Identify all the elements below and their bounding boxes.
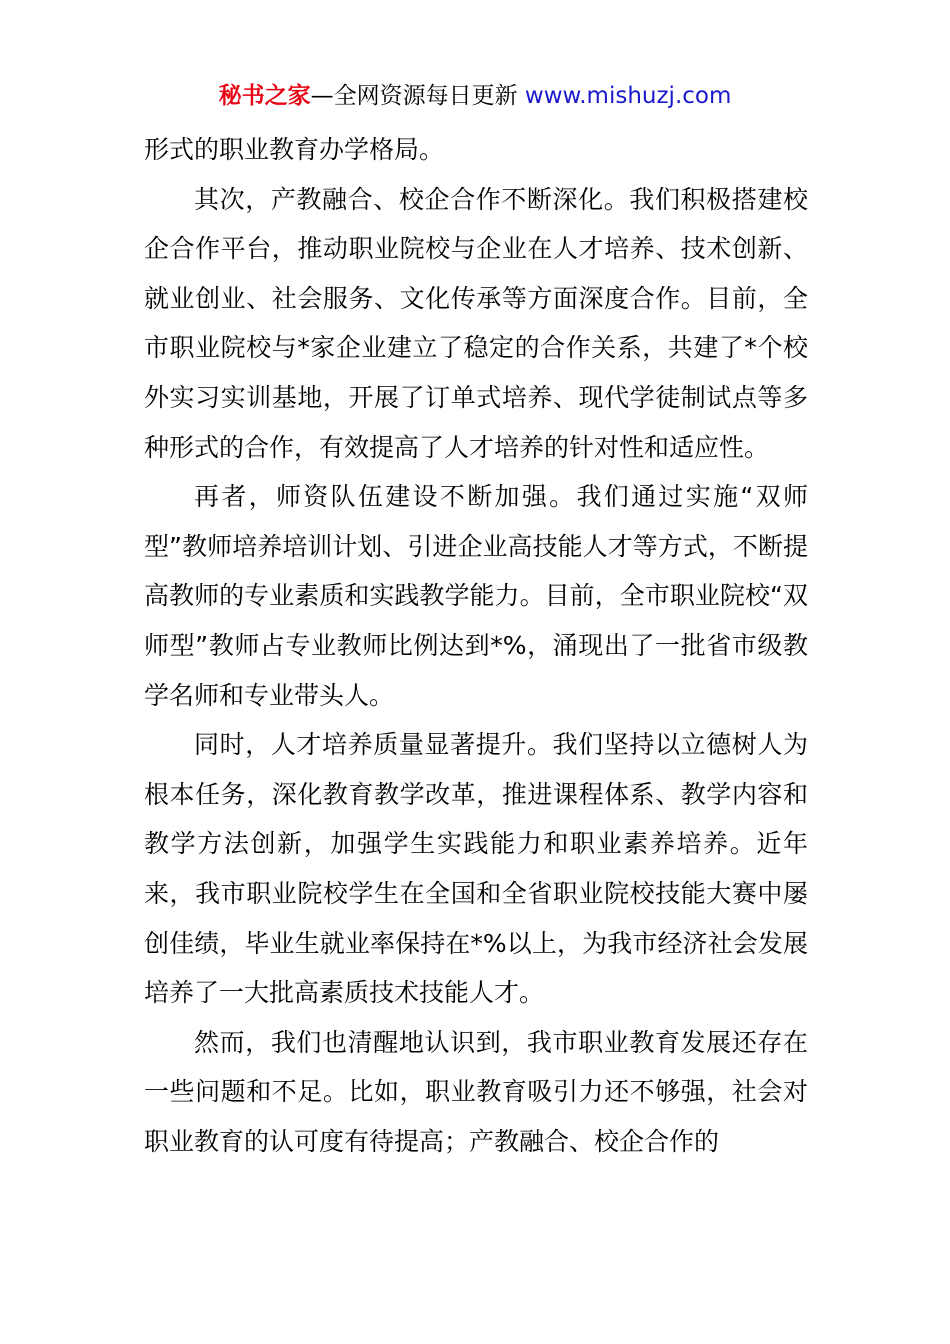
document-body (144, 125, 808, 1166)
site-tagline: —全网资源每日更新 (310, 83, 525, 109)
paragraph-training-quality: 同时，人才培养质量显著提升。我们坚持以立德树人为根本任务，深化教育教学改革，推进课程体系、教学内容和教学方法创新，加强学生实践能力和职业素养培养。近年来，我市职业院校学生在全国和全省职业院校技能大赛中屡创佳绩，毕业生就业率保持在*%以上，为我市经济社会发展培养了一大批高素质技术技能人才。 (144, 730, 808, 1008)
site-url-link[interactable]: www.mishuzj.com (524, 83, 732, 109)
site-brand: 秘书之家 (218, 83, 311, 109)
paragraph-teaching-staff: 再者，师资队伍建设不断加强。我们通过实施“双师型”教师培养培训计划、引进企业高技能人才等方式，不断提高教师的专业素质和实践教学能力。目前，全市职业院校“双师型”教师占专业教师比例达到*%，涌现出了一批省市级教学名师和专业带头人。 (144, 482, 808, 710)
paragraph-industry-education: 其次，产教融合、校企合作不断深化。我们积极搭建校企合作平台，推动职业院校与企业在人才培养、技术创新、就业创业、社会服务、文化传承等方面深度合作。目前，全市职业院校与*家企业建立了稳定的合作关系，共建了*个校外实习实训基地，开展了订单式培养、现代学徒制试点等多种形式的合作，有效提高了人才培养的针对性和适应性。 (144, 184, 808, 462)
page-header (0, 80, 950, 112)
paragraph-continuation: 形式的职业教育办学格局。 (144, 135, 445, 164)
paragraph-problems: 然而，我们也清醒地认识到，我市职业教育发展还存在一些问题和不足。比如，职业教育吸引力还不够强，社会对职业教育的认可度有待提高；产教融合、校企合作的 (144, 1027, 808, 1156)
